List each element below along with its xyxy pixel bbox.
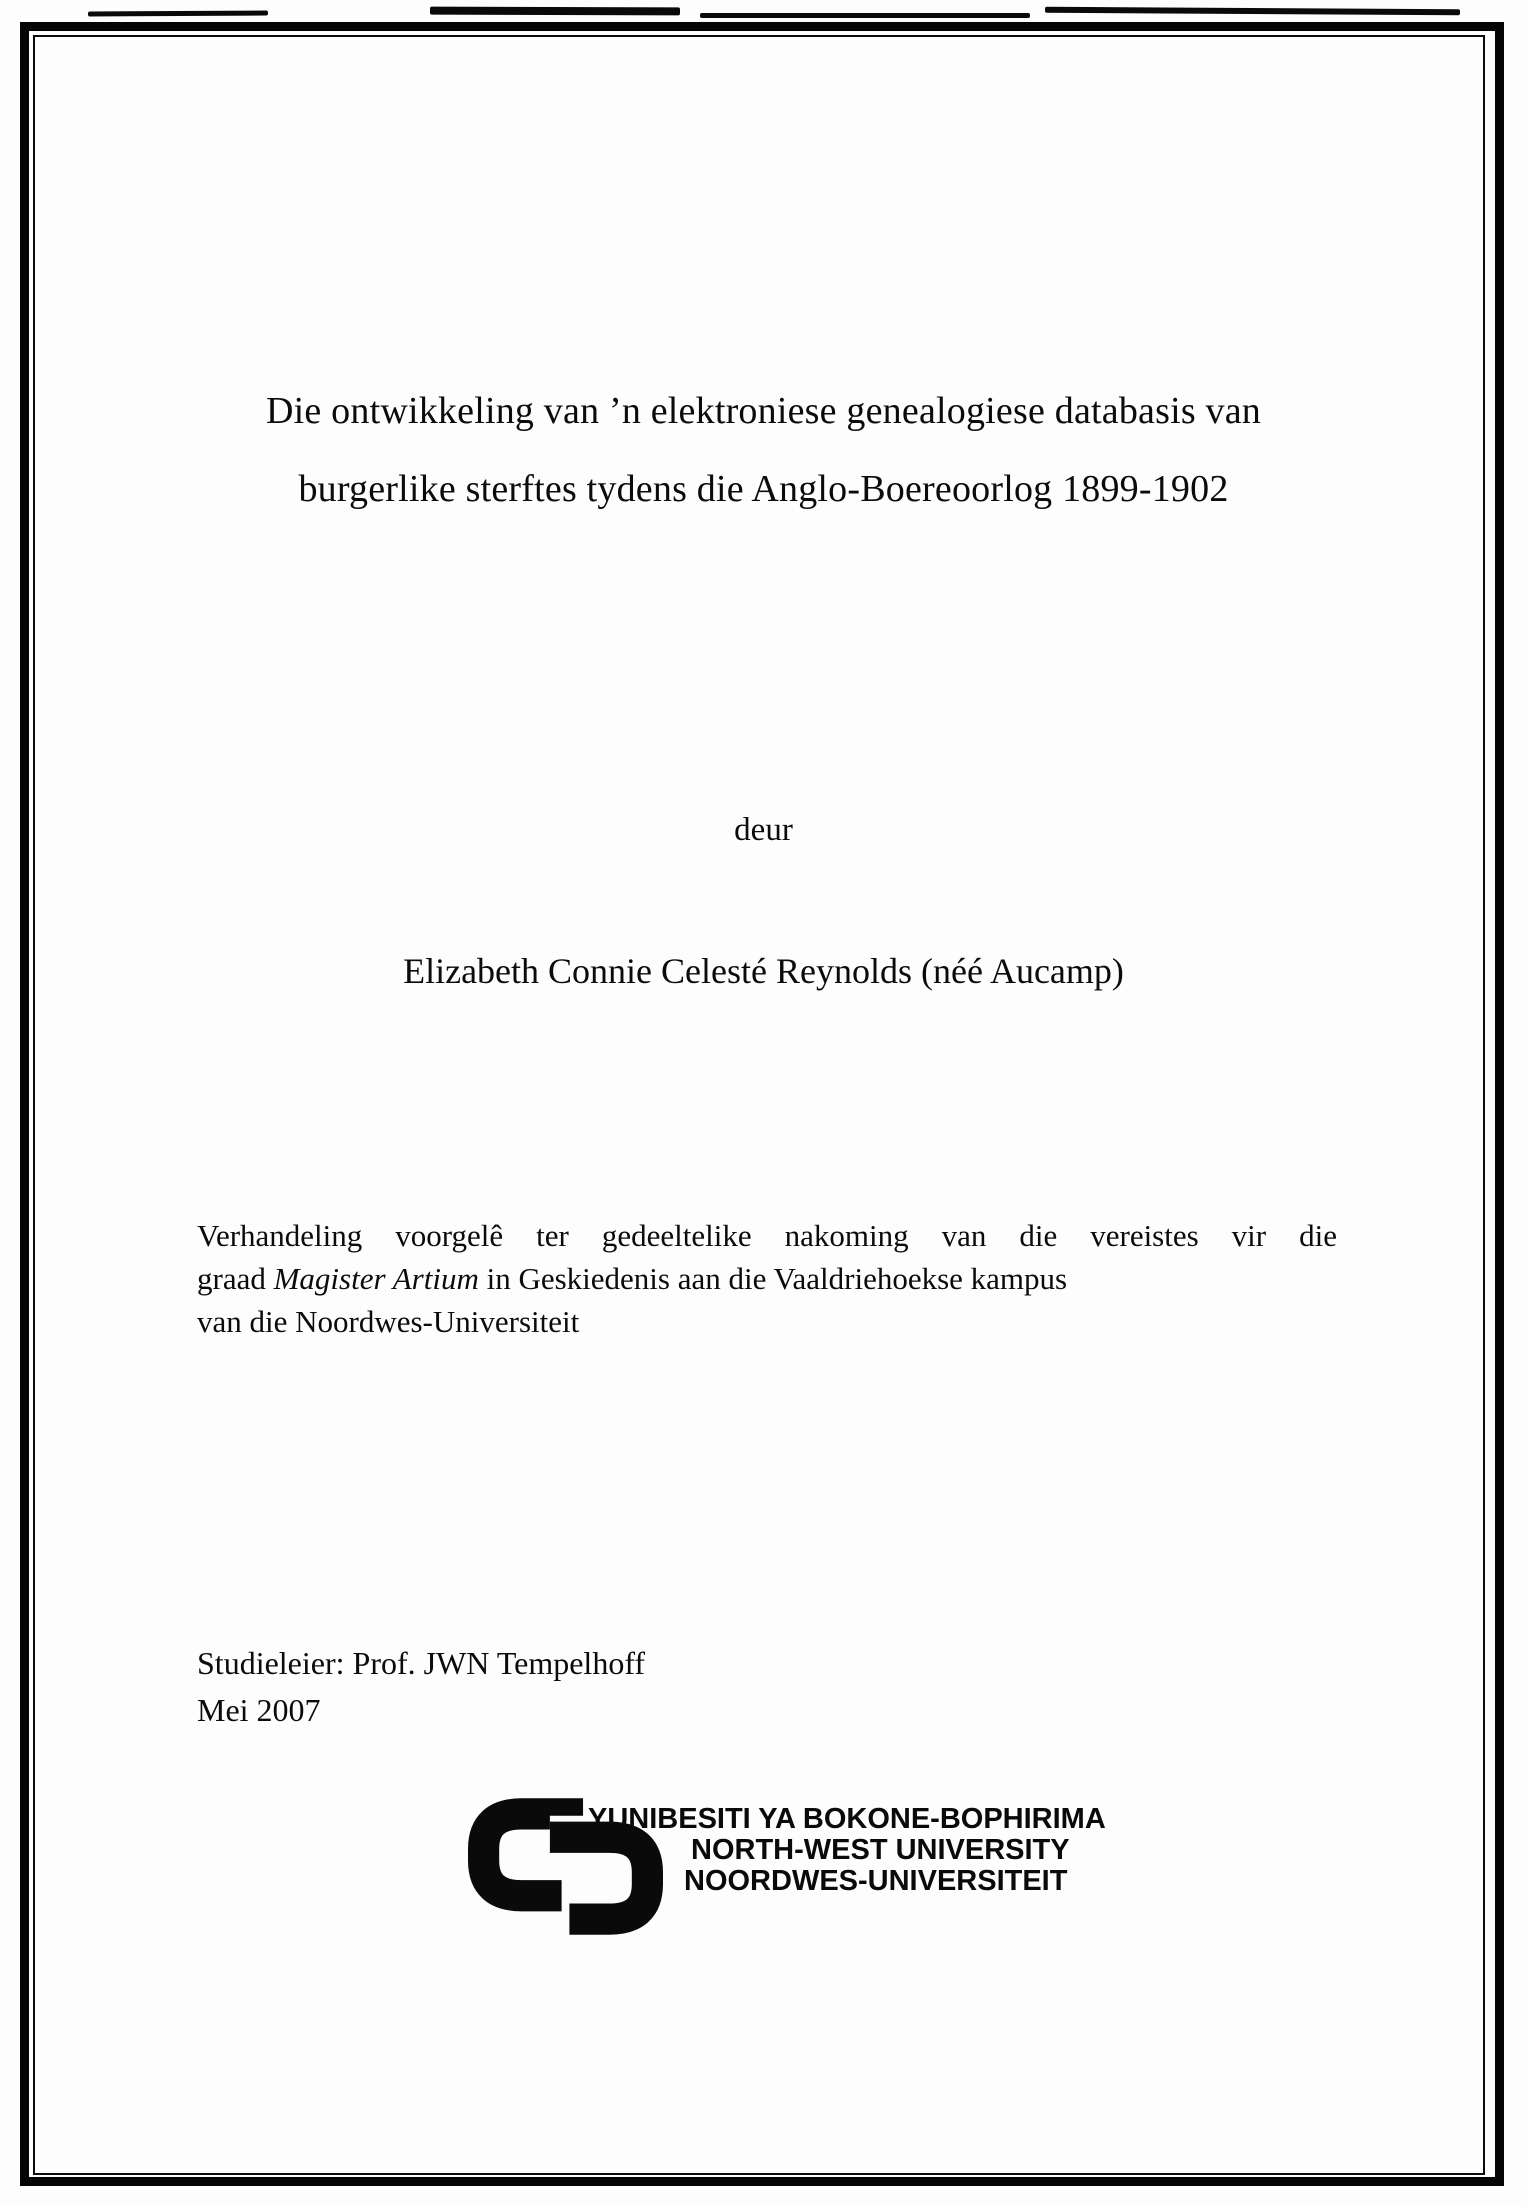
supervisor-block [197,1640,645,1734]
statement-line-3: van die Noordwes-Universiteit [197,1304,580,1339]
thesis-statement [197,1214,1337,1343]
scan-edge-artifact [1045,7,1460,16]
author-name: Elizabeth Connie Celesté Reynolds (néé Aucamp) [403,951,1124,991]
university-logo [468,1798,1106,1938]
university-wordmark [588,1804,1106,1897]
thesis-title-line-1: Die ontwikkeling van ’n elektroniese genealogiese databasis van [266,390,1261,432]
thesis-title-line-2: burgerlike sterftes tydens die Anglo-Boereoorlog 1899-1902 [298,468,1229,510]
byline-label: deur [734,812,793,848]
scan-edge-artifact [88,11,268,17]
university-name-english: NORTH-WEST UNIVERSITY [691,1834,1070,1866]
date-line: Mei 2007 [197,1692,321,1728]
statement-line-2-post: in Geskiedenis aan die Vaaldriehoekse kampus [478,1261,1068,1296]
scan-edge-artifact [430,7,680,16]
degree-name: Magister Artium [273,1261,479,1296]
supervisor-line: Studieleier: Prof. JWN Tempelhoff [197,1645,646,1681]
university-name-setswana: YUNIBESITI YA BOKONE-BOPHIRIMA [588,1803,1106,1835]
statement-line-2-pre: graad [197,1261,274,1296]
statement-line-1: Verhandeling voorgelê ter gedeeltelike nakoming van die vereistes vir die [197,1218,1337,1253]
thesis-title [0,372,1527,528]
scan-edge-artifact [700,13,1030,18]
university-name-afrikaans: NOORDWES-UNIVERSITEIT [684,1865,1068,1897]
statement-line-2 [197,1257,1337,1300]
